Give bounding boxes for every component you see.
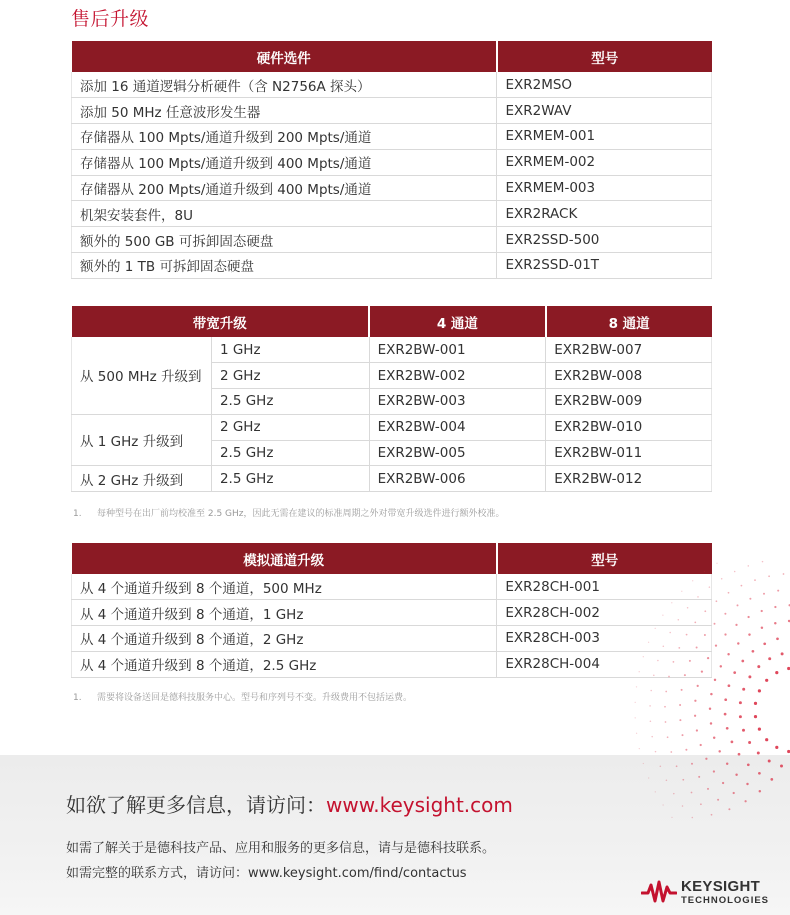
- decorative-dot: [707, 788, 709, 790]
- model-4ch: EXR2BW-005: [369, 440, 546, 466]
- decorative-dot: [648, 777, 649, 778]
- decorative-dot: [721, 578, 723, 580]
- model-number: EXR28CH-004: [497, 651, 712, 677]
- model-number: EXRMEM-003: [497, 175, 712, 201]
- model-4ch: EXR2BW-004: [369, 414, 546, 440]
- decorative-dot: [735, 774, 737, 776]
- upgrade-from: 从 500 MHz 升级到: [72, 337, 212, 414]
- decorative-dot: [653, 675, 655, 677]
- decorative-dot: [655, 628, 656, 629]
- decorative-dot: [776, 637, 779, 640]
- decorative-dot: [742, 729, 745, 732]
- decorative-dot: [686, 634, 688, 636]
- decorative-dot: [682, 805, 684, 807]
- decorative-dot: [746, 783, 748, 785]
- decorative-dot: [662, 804, 663, 805]
- decorative-dot: [700, 744, 702, 746]
- decorative-dot: [650, 690, 652, 692]
- decorative-dot: [657, 660, 659, 662]
- decorative-dot: [710, 722, 712, 724]
- option-description: 添加 16 通道逻辑分析硬件（含 N2756A 探头）: [72, 72, 497, 98]
- decorative-dot: [635, 717, 636, 718]
- more-info-line: [66, 789, 513, 818]
- option-description: 存储器从 100 Mpts/通道升级到 400 Mpts/通道: [72, 149, 497, 175]
- decorative-dot: [757, 752, 760, 755]
- decorative-dot: [752, 650, 755, 653]
- decorative-dot: [738, 753, 741, 756]
- decorative-dot: [705, 758, 707, 760]
- page-title: 售后升级: [71, 8, 150, 30]
- decorative-dot: [768, 657, 771, 660]
- decorative-dot: [696, 647, 698, 649]
- decorative-dot: [678, 619, 680, 621]
- decorative-dot: [663, 645, 665, 647]
- keysight-website-link[interactable]: www.keysight.com: [326, 793, 513, 817]
- table-row: [72, 175, 712, 201]
- model-4ch: EXR2BW-001: [369, 337, 546, 363]
- decorative-dot: [758, 772, 761, 775]
- bandwidth-footnote: [73, 506, 505, 519]
- model-4ch: EXR2BW-002: [369, 363, 546, 389]
- decorative-dot: [650, 721, 652, 723]
- column-header: 4 通道: [369, 306, 546, 337]
- column-header: 带宽升级: [72, 306, 370, 337]
- model-number: EXRMEM-002: [497, 149, 712, 175]
- decorative-dot: [635, 702, 636, 703]
- decorative-dot: [724, 633, 726, 635]
- decorative-dot: [692, 580, 693, 581]
- decorative-dot: [655, 791, 656, 792]
- decorative-dot: [741, 585, 743, 587]
- table-row: [72, 337, 712, 363]
- column-header: 8 通道: [546, 306, 712, 337]
- decorative-dot: [758, 728, 761, 731]
- decorative-dot: [739, 715, 742, 718]
- column-header: 硬件选件: [72, 41, 497, 72]
- table-header-row: [72, 41, 712, 72]
- decorative-dot: [715, 644, 717, 646]
- decorative-dot: [682, 779, 684, 781]
- decorative-dot: [754, 715, 757, 718]
- decorative-dot: [734, 571, 736, 573]
- option-description: 额外的 1 TB 可拆卸固态硬盘: [72, 253, 497, 279]
- footnote-number: 1.: [73, 509, 82, 519]
- table-row: [72, 253, 712, 279]
- table-row: [72, 201, 712, 227]
- upgrade-to-bandwidth: 2.5 GHz: [211, 440, 369, 466]
- decorative-dot: [704, 610, 706, 612]
- decorative-dot: [757, 665, 760, 668]
- decorative-dot: [763, 642, 766, 645]
- upgrade-to-bandwidth: 2.5 GHz: [211, 389, 369, 415]
- decorative-dot: [649, 705, 651, 707]
- decorative-dot: [749, 598, 751, 600]
- decorative-dot: [761, 610, 763, 612]
- decorative-dot: [639, 671, 640, 672]
- decorative-dot: [651, 736, 653, 738]
- decorative-dot: [643, 656, 644, 657]
- decorative-dot: [717, 799, 719, 801]
- keysight-logo: [641, 876, 781, 908]
- table-row: [72, 414, 712, 440]
- decorative-dot: [709, 708, 711, 710]
- decorative-dot: [770, 778, 773, 781]
- decorative-dot: [726, 763, 728, 765]
- decorative-dot: [716, 563, 717, 564]
- option-description: 从 4 个通道升级到 8 个通道，500 MHz: [72, 574, 497, 600]
- decorative-dot: [701, 670, 703, 672]
- decorative-dot: [744, 800, 746, 802]
- decorative-dot: [775, 671, 778, 674]
- decorative-dot: [754, 702, 757, 705]
- model-8ch: EXR2BW-011: [546, 440, 712, 466]
- decorative-dot: [679, 719, 681, 721]
- model-number: EXR28CH-001: [497, 574, 712, 600]
- option-description: 添加 50 MHz 任意波形发生器: [72, 98, 497, 124]
- decorative-dot: [694, 715, 696, 717]
- decorative-dot: [748, 741, 751, 744]
- decorative-dot: [648, 642, 649, 643]
- decorative-dot: [681, 689, 683, 691]
- decorative-dot: [735, 624, 737, 626]
- upgrade-to-bandwidth: 1 GHz: [211, 337, 369, 363]
- decorative-dot: [682, 734, 684, 736]
- hardware-options-table: [71, 41, 712, 279]
- model-8ch: EXR2BW-012: [546, 466, 712, 492]
- decorative-dot: [737, 642, 739, 644]
- option-description: 从 4 个通道升级到 8 个通道，2.5 GHz: [72, 651, 497, 677]
- decorative-dot: [709, 586, 711, 588]
- model-number: EXR28CH-003: [497, 626, 712, 652]
- decorative-dot: [697, 596, 699, 598]
- decorative-dot: [713, 737, 715, 739]
- decorative-dot: [691, 792, 693, 794]
- decorative-dot: [667, 736, 669, 738]
- option-description: 从 4 个通道升级到 8 个通道，1 GHz: [72, 600, 497, 626]
- table-row: [72, 98, 712, 124]
- decorative-dot: [733, 792, 735, 794]
- upgrade-to-bandwidth: 2.5 GHz: [211, 466, 369, 492]
- decorative-dot: [639, 748, 640, 749]
- decorative-dot: [741, 660, 744, 663]
- decorative-dot: [697, 685, 699, 687]
- bandwidth-upgrade-table: [71, 306, 712, 492]
- upgrade-to-bandwidth: 2 GHz: [211, 363, 369, 389]
- decorative-dot: [763, 593, 765, 595]
- decorative-dot: [704, 571, 705, 572]
- decorative-dot: [739, 701, 742, 704]
- decorative-dot: [726, 727, 729, 730]
- decorative-dot: [733, 671, 736, 674]
- decorative-dot: [636, 686, 637, 687]
- decorative-dot: [673, 661, 675, 663]
- upgrade-from: 从 1 GHz 升级到: [72, 414, 212, 466]
- decorative-dot: [768, 575, 770, 577]
- decorative-dot: [713, 770, 715, 772]
- more-info-text: 如欲了解更多信息，请访问：: [66, 793, 326, 817]
- decorative-dot: [727, 653, 729, 655]
- column-header: 模拟通道升级: [72, 543, 497, 574]
- decorative-dot: [692, 817, 694, 819]
- keysight-wave-icon: [641, 879, 677, 905]
- decorative-dot: [747, 616, 749, 618]
- footnote-text: 每种型号在出厂前均校准至 2.5 GHz，因此无需在建议的标准周期之外对带宽升级选件进行额外校准。: [97, 509, 505, 519]
- column-header: 型号: [497, 41, 712, 72]
- model-8ch: EXR2BW-010: [546, 414, 712, 440]
- contact-url-line: [66, 862, 467, 881]
- decorative-dot: [681, 591, 682, 592]
- decorative-dot: [742, 688, 745, 691]
- model-number: EXR2WAV: [497, 98, 712, 124]
- decorative-dot: [671, 602, 672, 603]
- decorative-dot: [704, 634, 706, 636]
- decorative-dot: [714, 623, 716, 625]
- decorative-dot: [762, 561, 764, 563]
- decorative-dot: [728, 592, 730, 594]
- model-number: EXRMEM-001: [497, 124, 712, 150]
- analog-footnote: [73, 690, 412, 703]
- decorative-dot: [716, 600, 718, 602]
- decorative-dot: [676, 765, 678, 767]
- model-4ch: EXR2BW-003: [369, 389, 546, 415]
- footnote-number: 1.: [73, 693, 82, 703]
- decorative-dot: [662, 615, 663, 616]
- decorative-dot: [775, 746, 778, 749]
- table-row: [72, 124, 712, 150]
- decorative-dot: [754, 579, 756, 581]
- table-row: [72, 466, 712, 492]
- model-number: EXR2MSO: [497, 72, 712, 98]
- decorative-dot: [671, 817, 672, 818]
- decorative-dot: [711, 814, 713, 816]
- decorative-dot: [694, 622, 696, 624]
- option-description: 存储器从 200 Mpts/通道升级到 400 Mpts/通道: [72, 175, 497, 201]
- decorative-dot: [665, 691, 667, 693]
- decorative-dot: [777, 590, 779, 592]
- decorative-dot: [724, 698, 727, 701]
- model-number: EXR2RACK: [497, 201, 712, 227]
- decorative-dot: [765, 738, 768, 741]
- footnote-text: 需要将设备送回是德科技服务中心。型号和序列号不变。升级费用不包括运费。: [97, 693, 413, 703]
- contact-url-prefix: 如需完整的联系方式，请访问：: [66, 866, 249, 881]
- model-8ch: EXR2BW-007: [546, 337, 712, 363]
- decorative-dot: [678, 647, 680, 649]
- decorative-dot: [718, 750, 720, 752]
- model-number: EXR2SSD-01T: [497, 253, 712, 279]
- decorative-dot-pattern: [560, 560, 790, 820]
- decorative-dot: [722, 782, 724, 784]
- decorative-dot: [694, 700, 696, 702]
- model-number: EXR28CH-002: [497, 600, 712, 626]
- decorative-dot: [679, 704, 681, 706]
- decorative-dot: [669, 632, 671, 634]
- decorative-dot: [660, 765, 662, 767]
- decorative-dot: [643, 763, 644, 764]
- decorative-dot: [687, 607, 689, 609]
- decorative-dot: [664, 706, 666, 708]
- decorative-dot: [774, 622, 776, 624]
- decorative-dot: [636, 733, 637, 734]
- table-row: [72, 227, 712, 253]
- decorative-dot: [758, 689, 761, 692]
- decorative-dot: [737, 604, 739, 606]
- decorative-dot: [710, 693, 712, 695]
- option-description: 机架安装套件，8U: [72, 201, 497, 227]
- decorative-dot: [698, 776, 700, 778]
- logo-subtitle: TECHNOLOGIES: [681, 895, 770, 906]
- decorative-dot: [666, 780, 668, 782]
- decorative-dot: [748, 565, 750, 567]
- decorative-dot: [707, 657, 709, 659]
- option-description: 额外的 500 GB 可拆卸固态硬盘: [72, 227, 497, 253]
- upgrade-from: 从 2 GHz 升级到: [72, 466, 212, 492]
- column-header: 型号: [497, 543, 712, 574]
- decorative-dot: [774, 606, 776, 608]
- decorative-dot: [720, 665, 722, 667]
- decorative-dot: [780, 765, 783, 768]
- decorative-dot: [724, 713, 727, 716]
- decorative-dot: [684, 674, 686, 676]
- decorative-dot: [748, 675, 751, 678]
- decorative-dot: [728, 684, 731, 687]
- model-number: EXR2SSD-500: [497, 227, 712, 253]
- table-header-row: [72, 306, 712, 337]
- decorative-dot: [748, 633, 750, 635]
- decorative-dot: [747, 763, 750, 766]
- option-description: 从 4 个通道升级到 8 个通道，2 GHz: [72, 626, 497, 652]
- option-description: 存储器从 100 Mpts/通道升级到 200 Mpts/通道: [72, 124, 497, 150]
- decorative-dot: [759, 790, 761, 792]
- upgrade-to-bandwidth: 2 GHz: [211, 414, 369, 440]
- contactus-link[interactable]: www.keysight.com/find/contactus: [248, 866, 467, 881]
- decorative-dot: [724, 613, 726, 615]
- table-row: [72, 72, 712, 98]
- decorative-dot: [761, 627, 763, 629]
- decorative-dot: [673, 793, 675, 795]
- decorative-dot: [665, 721, 667, 723]
- decorative-dot: [668, 676, 670, 678]
- decorative-dot: [655, 751, 657, 753]
- model-4ch: EXR2BW-006: [369, 466, 546, 492]
- decorative-dot: [783, 573, 785, 575]
- decorative-dot: [670, 751, 672, 753]
- model-8ch: EXR2BW-008: [546, 363, 712, 389]
- decorative-dot: [700, 803, 702, 805]
- logo-name: KEYSIGHT: [681, 878, 761, 895]
- decorative-dot: [731, 741, 734, 744]
- model-8ch: EXR2BW-009: [546, 389, 712, 415]
- decorative-dot: [768, 760, 771, 763]
- decorative-dot: [781, 652, 784, 655]
- table-row: [72, 149, 712, 175]
- decorative-dot: [728, 808, 730, 810]
- decorative-dot: [765, 679, 768, 682]
- decorative-dot: [696, 729, 698, 731]
- contact-info-line: 如需了解关于是德科技产品、应用和服务的更多信息，请与是德科技联系。: [66, 841, 496, 856]
- decorative-dot: [685, 749, 687, 751]
- decorative-dot: [714, 679, 716, 681]
- decorative-dot: [691, 763, 693, 765]
- decorative-dot: [689, 660, 691, 662]
